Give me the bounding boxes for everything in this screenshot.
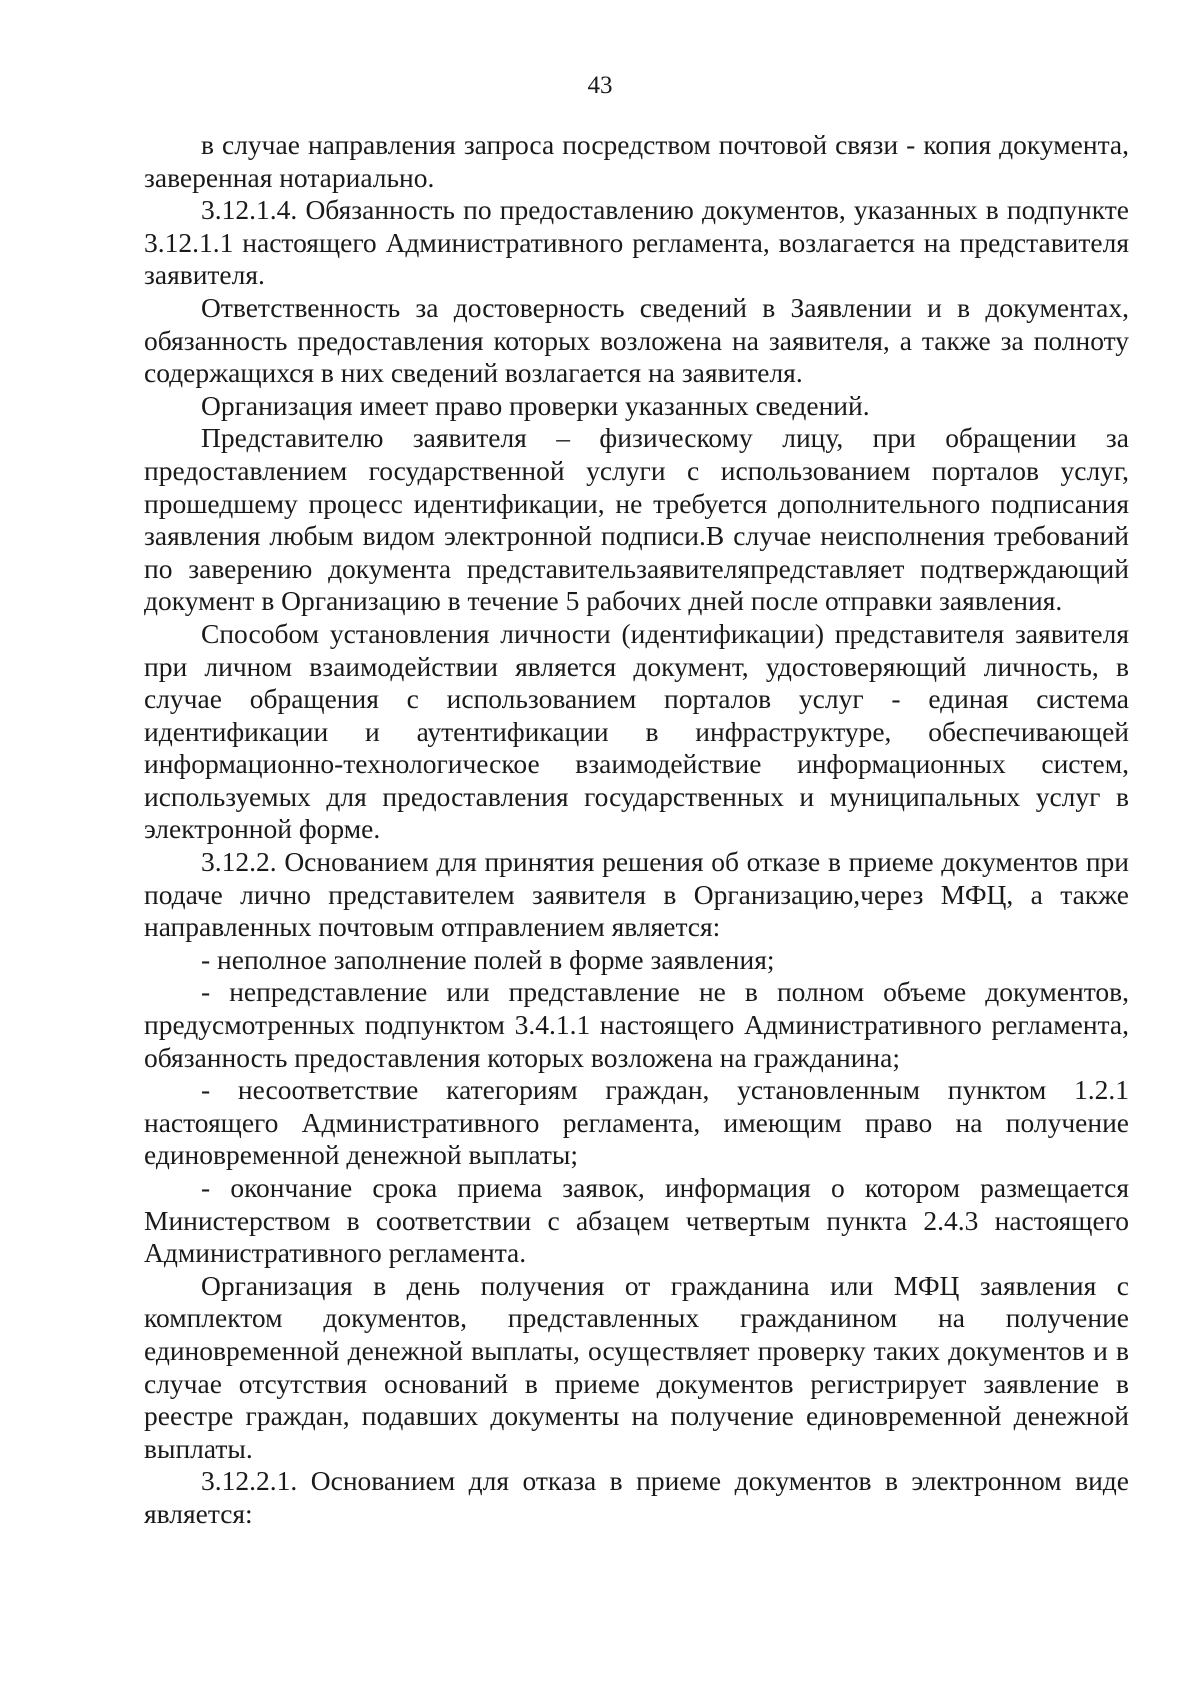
paragraph: Ответственность за достоверность сведений в Заявлении и в документах, обязанность предоставления которых возложена на заявителя, а также за полноту содержащихся в них сведений возлагается на заявителя.	[144, 291, 1129, 389]
list-item: - окончание срока приема заявок, информация о котором размещается Министерством в соответствии с абзацем четвертым пункта 2.4.3 настоящего Административного регламента.	[144, 1172, 1129, 1269]
paragraph: Организация имеет право проверки указанных сведений.	[201, 389, 870, 421]
document-body	[144, 129, 1129, 1531]
paragraph: 3.12.2.1. Основанием для отказа в приеме документов в электронном виде является:	[144, 1465, 1129, 1529]
list-item: - неполное заполнение полей в форме заявления;	[201, 943, 775, 975]
paragraph: Способом установления личности (идентификации) представителя заявителя при личном взаимодействии является документ, удостоверяющий личность, в случае обращения с использованием порталов услуг - единая система идентификации и аутентификации в инфраструктуре, обеспечивающей информационно-технологическое взаимодействие информационных систем, используемых для предоставления государственных и муниципальных услуг в электронной форме.	[144, 617, 1129, 845]
page-number: 43	[587, 72, 613, 99]
paragraph: 3.12.1.4. Обязанность по предоставлению документов, указанных в подпункте 3.12.1.1 настоящего Административного регламента, возлагается на представителя заявителя.	[144, 194, 1129, 291]
paragraph: в случае направления запроса посредством почтовой связи - копия документа, заверенная нотариально.	[144, 129, 1129, 193]
paragraph: Организация в день получения от гражданина или МФЦ заявления с комплектом документов, представленных гражданином на получение единовременной денежной выплаты, осуществляет проверку таких документов и в случае отсутствия оснований в приеме документов регистрирует заявление в реестре граждан, подавших документы на получение единовременной денежной выплаты.	[144, 1269, 1129, 1464]
list-item: - несоответствие категориям граждан, установленным пунктом 1.2.1 настоящего Административного регламента, имеющим право на получение единовременной денежной выплаты;	[144, 1074, 1129, 1171]
list-item: - непредставление или представление не в полном объеме документов, предусмотренных подпунктом 3.4.1.1 настоящего Административного регламента, обязанность предоставления которых возложена на гражданина;	[144, 976, 1129, 1073]
paragraph: 3.12.2. Основанием для принятия решения об отказе в приеме документов при подаче лично представителем заявителя в Организацию,через МФЦ, а также направленных почтовым отправлением является:	[144, 846, 1129, 943]
paragraph: Представителю заявителя – физическому лицу, при обращении за предоставлением государственной услуги с использованием порталов услуг, прошедшему процесс идентификации, не требуется дополнительного подписания заявления любым видом электронной подписи.В случае неисполнения требований по заверению документа представительзаявителяпредставляет подтверждающий документ в Организацию в течение 5 рабочих дней после отправки заявления.	[144, 422, 1129, 617]
